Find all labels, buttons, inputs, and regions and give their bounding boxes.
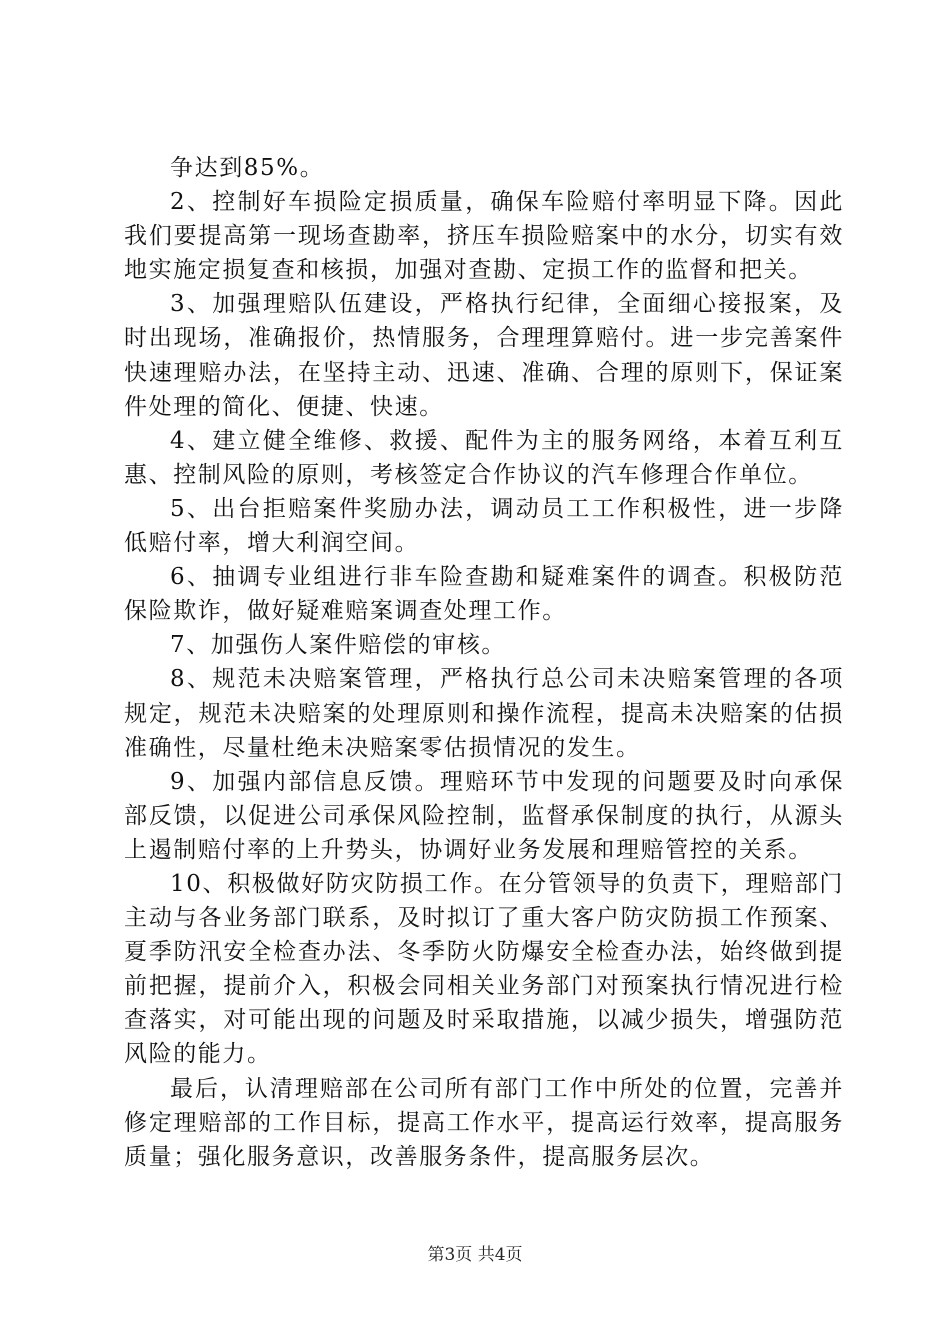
paragraph-item-7: 7、加强伤人案件赔偿的审核。 xyxy=(170,632,507,659)
paragraph-item-5: 5、出台拒赔案件奖励办法，调动员工工作积极性，进一步降低赔付率，增大利润空间。 xyxy=(124,495,844,557)
paragraph-item-10: 10、积极做好防灾防损工作。在分管领导的负责下，理赔部门主动与各业务部门联系，及时拟订了重大客户防灾防损工作预案、夏季防汛安全检查办法、冬季防火防爆安全检查办法，始终做到提前把握，提前介入，积极会同相关业务部门对预案执行情况进行检查落实，对可能出现的问题及时采取措施，以减少损失，增强防范风险的能力。 xyxy=(124,870,844,1068)
paragraph-item-6: 6、抽调专业组进行非车险查勘和疑难案件的调查。积极防范保险欺诈，做好疑难赔案调查处理工作。 xyxy=(124,564,844,625)
paragraph-item-9: 9、加强内部信息反馈。理赔环节中发现的问题要及时向承保部反馈，以促进公司承保风险控制，监督承保制度的执行，从源头上遏制赔付率的上升势头，协调好业务发展和理赔管控的关系。 xyxy=(124,768,844,863)
paragraph-continuation: 争达到85%。 xyxy=(170,155,325,181)
paragraph-item-3: 3、加强理赔队伍建设，严格执行纪律，全面细心接报案，及时出现场，准确报价，热情服务，合理理算赔付。进一步完善案件快速理赔办法，在坚持主动、迅速、准确、合理的原则下，保证案件处理的简化、便捷、快速。 xyxy=(124,291,844,420)
paragraph-conclusion: 最后，认清理赔部在公司所有部门工作中所处的位置，完善并修定理赔部的工作目标，提高工作水平，提高运行效率，提高服务质量；强化服务意识，改善服务条件，提高服务层次。 xyxy=(124,1075,844,1170)
paragraph-item-2: 2、控制好车损险定损质量，确保车险赔付率明显下降。因此我们要提高第一现场查勘率，挤压车损险赔案中的水分，切实有效地实施定损复查和核损，加强对查勘、定损工作的监督和把关。 xyxy=(124,189,844,284)
document-body xyxy=(124,151,844,1174)
paragraph-item-8: 8、规范未决赔案管理，严格执行总公司未决赔案管理的各项规定，规范未决赔案的处理原则和操作流程，提高未决赔案的估损准确性，尽量杜绝未决赔案零估损情况的发生。 xyxy=(124,666,844,761)
page-number-footer: 第3页 共4页 xyxy=(427,1245,523,1265)
paragraph-item-4: 4、建立健全维修、救援、配件为主的服务网络，本着互利互惠、控制风险的原则，考核签定合作协议的汽车修理合作单位。 xyxy=(124,427,844,488)
